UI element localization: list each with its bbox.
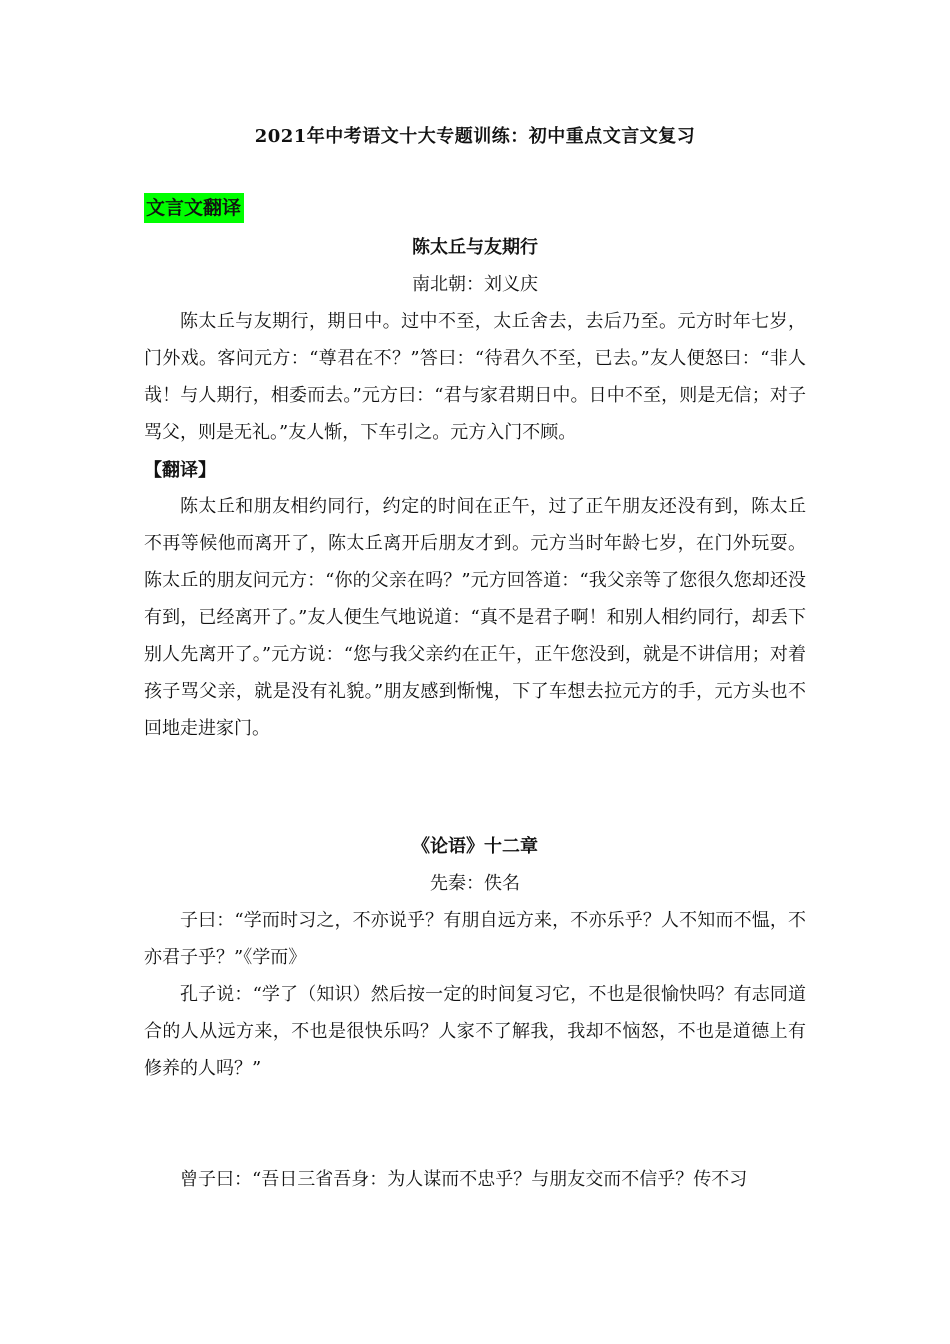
section-label-highlight: 文言文翻译 bbox=[144, 193, 244, 223]
piece1-author: 南北朝：刘义庆 bbox=[412, 274, 538, 295]
piece2-author: 先秦：佚名 bbox=[430, 873, 520, 894]
piece1-translation-text: 陈太丘和朋友相约同行，约定的时间在正午，过了正午朋友还没有到，陈太丘不再等候他而离开了，陈太丘离开后朋友才到。元方当时年龄七岁，在门外玩耍。陈太丘的朋友问元方：“你的父亲在吗？”元方回答道：“我父亲等了您很久您却还没有到，已经离开了。”友人便生气地说道：“真不是君子啊！和别人相约同行，却丢下别人先离开了。”元方说：“您与我父亲约在正午，正午您没到，就是不讲信用；对着孩子骂父亲，就是没有礼貌。”朋友感到惭愧，下了车想去拉元方的手，元方头也不回地走进家门。 bbox=[144, 496, 806, 739]
piece2-chapter1-translation: 孔子说：“学了（知识）然后按一定的时间复习它，不也是很愉快吗？有志同道合的人从远方来，不也是很快乐吗？人家不了解我，我却不恼怒，不也是道德上有修养的人吗？” bbox=[144, 984, 806, 1079]
translation-label: 【翻译】 bbox=[144, 460, 216, 481]
piece2-title: 《论语》十二章 bbox=[412, 836, 538, 857]
piece2-chapter1-original: 子曰：“学而时习之，不亦说乎？有朋自远方来，不亦乐乎？人不知而不愠，不亦君子乎？”《学而》 bbox=[144, 910, 806, 968]
piece1-title: 陈太丘与友期行 bbox=[412, 237, 538, 258]
piece2-chapter2-original: 曾子曰：“吾日三省吾身：为人谋而不忠乎？与朋友交而不信乎？传不习 bbox=[180, 1169, 748, 1190]
piece1-original-text: 陈太丘与友期行，期日中。过中不至，太丘舍去，去后乃至。元方时年七岁，门外戏。客问元方：“尊君在不？”答曰：“待君久不至，已去。”友人便怒曰：“非人哉！与人期行，相委而去。”元方曰：“君与家君期日中。日中不至，则是无信；对子骂父，则是无礼。”友人惭，下车引之。元方入门不顾。 bbox=[144, 311, 806, 443]
document-title: 2021年中考语文十大专题训练：初中重点文言文复习 bbox=[254, 126, 696, 147]
